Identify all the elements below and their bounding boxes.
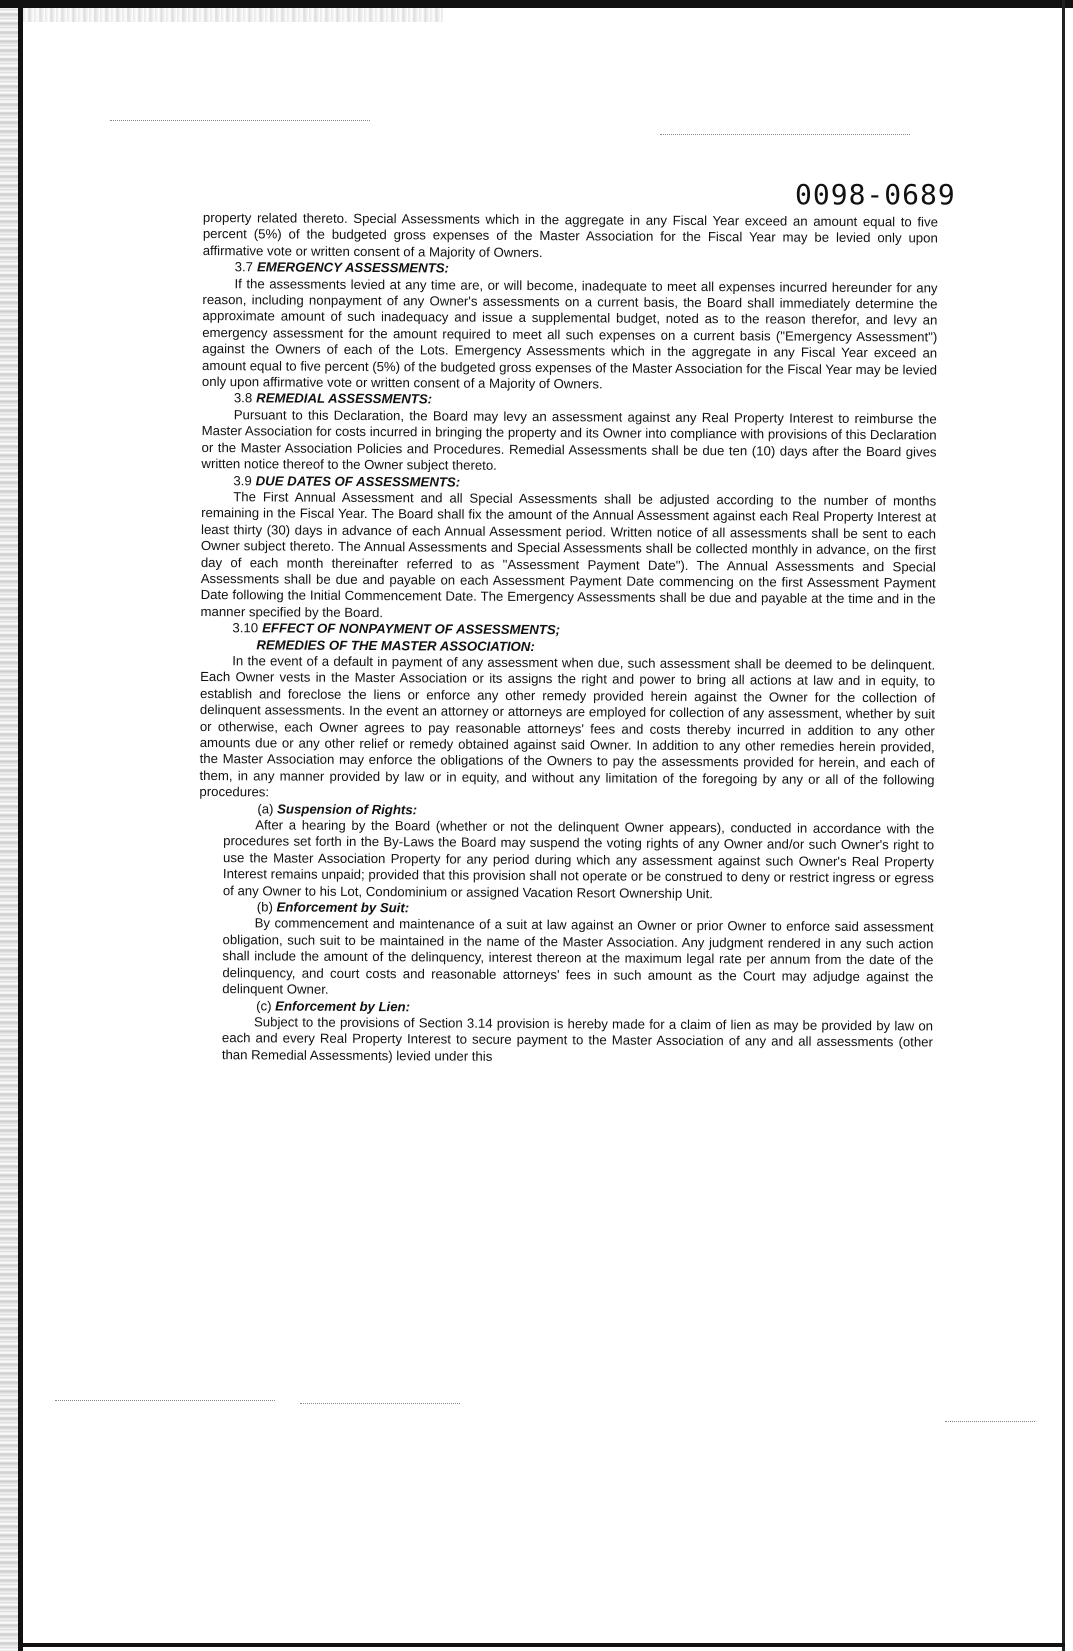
subsection-a-body: After a hearing by the Board (whether or not the delinquent Owner appears), conducted in accordance with the procedures set forth in the By-Laws the Board may suspend the voting rights of any Owner and/or such Owner's right to use the Master Association Property for any period during which any assessment against such Owner's Real Property Interest remains unpaid; provided that this provision shall not operate or be construed to deny or restrict ingress or egress of any Owner to his Lot, Condominium or assigned Vacation Resort Ownership Unit. bbox=[222, 817, 935, 901]
section-3-7-body: If the assessments levied at any time are, or will become, inadequate to meet all expenses incurred hereunder for any reason, including nonpayment of any Owner's assessments on a current basis, the Board shall immediately determine the approximate amount of such inadequacy and issue a supplemental budget, noted as to the reason therefor, and levy an emergency assessment for the amount required to meet all such expenses on a current basis ("Emergency Assessment") against the Owners of each of the Lots. Emergency Assessments which in the aggregate in any Fiscal Year exceed an amount equal to five percent (5%) of the budgeted gross expenses of the Master Association for the Fiscal Year may be levied only upon affirmative vote or written consent of a Majority of Owners. bbox=[201, 275, 938, 392]
scan-noise-line bbox=[660, 134, 910, 136]
scan-border-left bbox=[18, 0, 23, 1651]
scan-border-top bbox=[0, 0, 1073, 8]
section-3-9-body: The First Annual Assessment and all Special Assessments shall be adjusted according to the number of months remaining in the Fiscal Year. The Board shall fix the amount of the Annual Assessment against each Real Property Interest at least thirty (30) days in advance of each Annual Assessment period. Written notice of all assessments shall be sent to each Owner subject thereto. The Annual Assessments and Special Assessments shall be collected monthly in advance, on the first day of each month thereinafter referred to as "Assessment Payment Date"). The Annual Assessments and Special Assessments shall be due and payable on each Assessment Payment Date commencing on the first Assessment Payment Date following the Initial Commencement Date. The Emergency Assessments shall be due and payable at the time and in the manner specified by the Board. bbox=[200, 489, 937, 620]
scan-border-bottom bbox=[18, 1643, 1065, 1647]
subsection-a-heading: (a) Suspension of Rights: bbox=[257, 800, 418, 817]
section-3-10-body: In the event of a default in payment of any assessment when due, such assessment shall be deemed to be delinquent. Each Owner vests in the Master Association or its assigns the right and power to bring all actions at law and in equity, to establish and foreclose the liens or enforce any other remedy provided herein against the Owner for the collection of delinquent assessments. In the event an attorney or attorneys are employed for collection of any assessment, whether by suit or otherwise, each Owner agrees to pay reasonable attorneys' fees and costs thereby incurred in addition to any other amounts due or any other relief or remedy obtained against said Owner. In addition to any other remedies herein provided, the Master Association may enforce the obligations of the Owners to pay the assessments provided for herein, and each of them, in any manner provided by law or in equity, and without any limitation of the foregoing by any or all of the following procedures: bbox=[199, 653, 936, 800]
intro-paragraph: property related thereto. Special Assessments which in the aggregate in any Fiscal Year exceed an amount equal to five percent (5%) of the budgeted gross expenses of the Master Association for the Fiscal Year may be levied only upon affirmative vote or written consent of a Majority of Owners. bbox=[202, 210, 938, 260]
page-stamp-number: 0098-0689 bbox=[795, 178, 956, 211]
subsection-b-body: By commencement and maintenance of a suit at law against an Owner or prior Owner to enforce said assessment obligation, such suit to be maintained in the name of the Master Association. Any judgment rendered in any such action shall include the amount of the delinquency, interest thereon at the maximum legal rate per annum from the date of the delinquency, and court costs and reasonable attorneys' fees in such amount as the Court may adjudge against the delinquent Owner. bbox=[222, 915, 934, 997]
subsection-b-heading: (b) Enforcement by Suit: bbox=[256, 899, 410, 916]
section-3-8-body: Pursuant to this Declaration, the Board may levy an assessment against any Real Property Interest to reimburse the Master Association for costs incurred in bringing the property and its Owner into compliance with provisions of this Declaration or the Master Association Policies and Procedures. Remedial Assessments shall be due ten (10) days after the Board gives written notice thereof to the Owner subject thereto. bbox=[201, 407, 937, 473]
section-3-7-heading: 3.7 EMERGENCY ASSESSMENTS: bbox=[234, 259, 450, 276]
section-3-10-heading: 3.10 EFFECT OF NONPAYMENT OF ASSESSMENTS; bbox=[232, 620, 561, 638]
document-body bbox=[198, 210, 938, 1068]
scan-noise-line bbox=[945, 1421, 1035, 1423]
subsection-a bbox=[199, 801, 935, 904]
section-3-8-heading: 3.8 REMEDIAL ASSESSMENTS: bbox=[233, 390, 433, 407]
scan-edge-top bbox=[23, 8, 443, 22]
scan-noise-line bbox=[110, 120, 370, 122]
scan-edge-left bbox=[0, 0, 18, 1651]
subsection-c bbox=[198, 997, 933, 1067]
section-3-10-heading-line2: REMEDIES OF THE MASTER ASSOCIATION: bbox=[256, 636, 535, 654]
scan-border-right bbox=[1062, 0, 1065, 1651]
subsection-b bbox=[198, 899, 934, 1002]
subsection-c-heading: (c) Enforcement by Lien: bbox=[256, 997, 411, 1014]
scan-noise-line bbox=[55, 1400, 275, 1402]
section-3-9-heading: 3.9 DUE DATES OF ASSESSMENTS: bbox=[233, 472, 461, 490]
subsection-c-body: Subject to the provisions of Section 3.14 provision is hereby made for a claim of lien as may be provided by law on each and every Real Property Interest to secure payment to the Master Association of any and all assessments (other than Remedial Assessments) levied under this bbox=[221, 1014, 934, 1064]
scan-noise-line bbox=[300, 1403, 460, 1405]
